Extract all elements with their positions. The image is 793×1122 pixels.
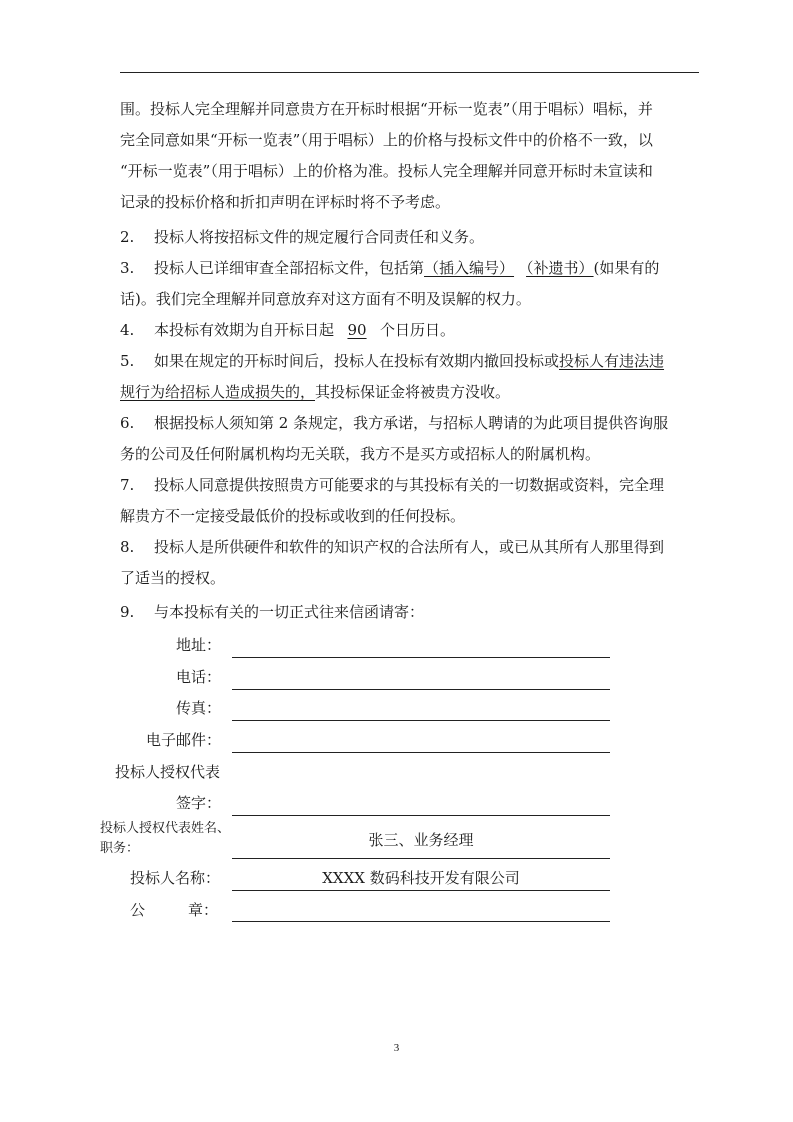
page-number: 3: [393, 1042, 400, 1054]
clause-number: 9.: [120, 603, 135, 621]
email-label: 电子邮件：: [146, 731, 222, 749]
clause-2: [120, 222, 700, 253]
clause-line: 了适当的授权。: [120, 569, 226, 587]
clause-number: 7.: [120, 476, 135, 494]
bidder-name-value: XXXX 数码科技开发有限公司: [322, 869, 520, 887]
clause-underlined-text: 规行为给招标人造成损失的，: [120, 383, 316, 401]
clause-text: 本投标有效期为自开标日起: [154, 321, 335, 339]
bidder-name-label: 投标人名称：: [130, 869, 221, 887]
rep-name-title-label-2: 职务：: [100, 841, 140, 856]
clause-4: [120, 315, 700, 346]
clause-line: 话)。我们完全理解并同意放弃对这方面有不明及误解的权力。: [120, 290, 531, 308]
clause-underlined-text: 投标人有违法违: [559, 352, 665, 370]
clause-number: 4.: [120, 321, 135, 339]
addendum-field: （补遗书）: [526, 259, 594, 277]
clause-text-tail: 个日历日。: [380, 321, 456, 339]
clause-7: [120, 470, 700, 532]
header-rule: [120, 72, 699, 73]
rep-name-title-value: 张三、业务经理: [368, 831, 474, 849]
clause-text: 投标人将按招标文件的规定履行合同责任和义务。: [154, 228, 485, 246]
phone-label: 电话：: [176, 668, 222, 686]
validity-days: 90: [347, 321, 367, 339]
name-title-field-line: [232, 858, 610, 859]
signature-field-line: [232, 815, 610, 816]
clause-line: 解贵方不一定接受最低价的投标或收到的任何投标。: [120, 507, 466, 525]
clause-number: 2.: [120, 228, 135, 246]
clause-8: [120, 532, 700, 594]
address-field-line: [232, 657, 610, 658]
clause-text: 与本投标有关的一切正式往来信函请寄：: [154, 603, 425, 621]
paragraph-line: “开标一览表”（用于唱标）上的价格为准。投标人完全理解并同意开标时未宣读和: [120, 162, 653, 180]
phone-field-line: [232, 689, 610, 690]
fax-field-line: [232, 720, 610, 721]
seal-field-line: [232, 921, 610, 922]
seal-label-2: 章：: [188, 901, 219, 919]
clause-number: 8.: [120, 538, 135, 556]
clause-line: 务的公司及任何附属机构均无关联，我方不是买方或招标人的附属机构。: [120, 445, 601, 463]
insert-number-field: （插入编号）: [424, 259, 515, 277]
rep-name-title-label: 投标人授权代表姓名、: [100, 821, 231, 836]
fax-label: 传真：: [176, 699, 222, 717]
clause-text-tail: 其投标保证金将被贵方没收。: [315, 383, 511, 401]
clause-text: 如果在规定的开标时间后，投标人在投标有效期内撤回投标或: [154, 352, 560, 370]
address-label: 地址：: [176, 636, 222, 654]
paragraph-line: 围。投标人完全理解并同意贵方在开标时根据“开标一览表”（用于唱标）唱标，并: [120, 100, 653, 118]
paragraph-line: 记录的投标价格和折扣声明在评标时将不予考虑。: [120, 193, 451, 211]
clause-number: 5.: [120, 352, 135, 370]
seal-label: 公: [130, 901, 146, 919]
clause-text: 投标人是所供硬件和软件的知识产权的合法所有人，或已从其所有人那里得到: [154, 538, 665, 556]
clause-text: 投标人已详细审查全部招标文件，包括第: [154, 259, 425, 277]
paragraph-continuation: [120, 94, 700, 218]
rep-signature-label: 投标人授权代表: [115, 763, 221, 781]
clause-9: [120, 597, 700, 628]
clause-6: [120, 408, 700, 470]
clause-5: [120, 346, 700, 408]
rep-signature-label-2: 签字：: [176, 794, 222, 812]
bidder-name-field-line: [232, 890, 610, 891]
paragraph-line: 完全同意如果“开标一览表”（用于唱标）上的价格与投标文件中的价格不一致，以: [120, 131, 653, 149]
clause-text: 根据投标人须知第 2 条规定，我方承诺，与招标人聘请的为此项目提供咨询服: [154, 414, 669, 432]
clause-3: [120, 253, 700, 315]
clause-text-tail: (如果有的: [593, 259, 660, 277]
email-field-line: [232, 752, 610, 753]
clause-text: 投标人同意提供按照贵方可能要求的与其投标有关的一切数据或资料，完全理: [154, 476, 665, 494]
clause-number: 3.: [120, 259, 135, 277]
clause-number: 6.: [120, 414, 135, 432]
